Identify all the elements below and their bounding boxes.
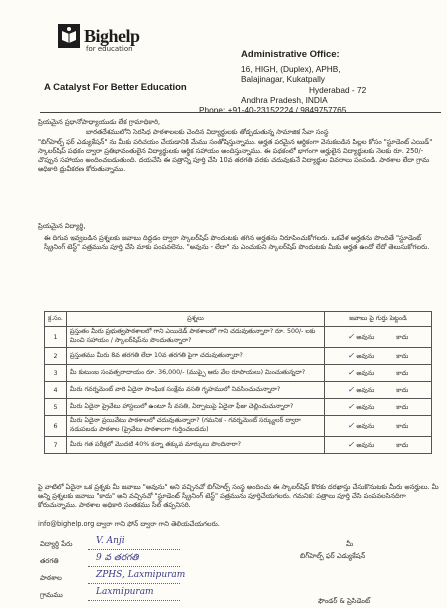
answer-no-label: కాదు [396,403,409,411]
answer-yes-option[interactable] [348,385,375,396]
checkmark-icon: ✓ [347,367,355,377]
answer-no-option[interactable] [396,442,408,451]
question-text: ప్రస్తుతం మీరు ప్రభుత్వపాఠశాలలో గాని ఎయిడెడ్ పాఠశాలలో గాని చదువుతున్నారా? రూ. 500/- లకు మించి సహాయం / స్కాలర్‌షిప్‌ను పొందుతున్నారా? [66,327,324,348]
answer-yes-option[interactable] [348,440,375,451]
col-answer-header: జవాబు పై గుర్తు పెట్టండి [325,312,432,327]
checkmark-icon: ✓ [347,420,355,430]
table-row [45,399,432,416]
address-line: Hyderabad - 72 [309,84,367,95]
answer-no-option[interactable] [396,423,408,432]
answer-no-option[interactable] [396,334,408,343]
question-text: మీ కుటుంబ సంవత్సరాదాయం రూ. 36,000/- (ముప్పై ఆరు వేల రూపాయలు) మించుతున్నదా? [66,365,324,382]
phone-line: Phone: +91-40-23152224 / 9849757765 [199,105,347,116]
answer-no-label: కాదు [396,333,409,341]
answer-cell[interactable] [325,437,432,454]
answer-yes-label: అవును [356,386,375,394]
answer-yes-label: అవును [356,352,375,360]
answer-no-option[interactable] [396,370,408,379]
checkmark-icon: ✓ [347,384,355,394]
school-label: పాఠశాల [40,574,62,582]
answer-no-label: కాదు [396,352,409,360]
answer-no-option[interactable] [396,404,408,413]
signature-org: బిగ్‌హెల్ప్ ఫర్ ఎడ్యుకేషన్ [300,552,366,560]
school-value: ZPHS, Laxmipuram [96,570,186,580]
question-number: 6 [45,416,67,437]
answer-yes-option[interactable] [348,402,375,413]
checkmark-icon: ✓ [347,401,355,411]
question-text: మీరు గవర్నమెంట్ వారి ఏదైనా సాంఘిక సంక్షేమ వసతి గృహములో నివసించుచున్నారా? [66,382,324,399]
address-line: Balajinagar, Kukatpally [241,74,325,85]
after-table-paragraph: పై వాటిలో ఏదైనా ఒక ప్రశ్నకు మీ జవాబు "అవును" అని వచ్చినచో బిగ్‌హెల్ప్ సంస్థ అందించు ఈ స్కాలర్‌షిప్ కొరకు దరఖాస్తు చేసుకొనుటకు మీరు అనర్హులు. మీ అన్ని ప్రశ్నలకు జవాబు "కాదు" అని వచ్చినచో "స్టూడెంట్ స్క్రీనింగ్ టెస్ట్" పత్రమును పూర్తిచేయగలరు. గమనిక: పత్రాలు పూర్తి చేసి పంపవలసినదిగా కోరుచున్నాము. పాఠశాల అధికారి సంతకము సీల్ తప్పనిసరి. [38,483,439,509]
village-label: గ్రామము [40,591,63,599]
contact-line: info@bighelp.org ద్వారా గాని ఫోన్ ద్వారా గాని తెలియచేయగలరు. [38,520,220,528]
question-number: 1 [45,327,67,348]
answer-yes-label: అవును [356,422,375,430]
answer-no-option[interactable] [396,353,408,362]
intro-paragraph: "బిగ్‌హెల్ప్ ఫర్ ఎడ్యుకేషన్" ను మీకు పరిచయం చేయడానికి మేము సంతోషిస్తున్నాము. అర్హత పరమైన ఆర్థికంగా వెనుకబడిన పిల్లల కోసం "స్టూడెంట్ ఎయిడ్" స్కాలర్‌షిప్ పథకం ద్వారా ప్రతిభావంతులైన విద్యార్థులకు ఆర్థిక సహాయం అందిస్తున్నాము. ఈ పథకంలో భాగంగా అర్హులైన విద్యార్థులకు నెలకు రూ. 250/- చొప్పున సహాయం అందించబడుతుంది. దయచేసి ఈ పత్రాన్ని పూర్తి చేసి 10వ తరగతి వరకు చదువుకునే విద్యార్థుల వివరాలు పంపండి. పాఠశాల లేదా గ్రామ అధికారి ధ్రువీకరణ కోరుతున్నాము. [38,138,433,173]
bighelp-logo-icon [58,24,80,48]
answer-cell[interactable] [325,416,432,437]
table-row [45,382,432,399]
answer-cell[interactable] [325,382,432,399]
brand-subtitle: for education [86,45,133,53]
col-question-header: ప్రశ్నలు [66,312,324,327]
letterhead-divider [40,112,441,113]
table-row [45,437,432,454]
col-num-header: క్ర.సం. [45,312,67,327]
answer-yes-option[interactable] [348,332,375,343]
answer-cell[interactable] [325,399,432,416]
table-row [45,327,432,348]
eligibility-paragraph: ఈ దిగువ ఇవ్వబడిన ప్రశ్నలకు జవాబు దిద్దడం ద్వారా స్కాలర్‌షిప్ పొందుటకు తగిన అర్హతను నిరూపించుకోగలరు. ఒకవేళ అర్హతను పొందితే "స్టూడెంట్ స్క్రీనింగ్ టెస్ట్" పత్రమును పూర్తి చేసి మాకు పంపవలెను. "అవును - లేదా" ను ఎంచుకుని స్కాలర్‌షిప్ పొందుటకు మీకు అర్హత ఉందో లేదో తెలుసుకోగలరు. [44,234,430,251]
question-number: 3 [45,365,67,382]
question-number: 7 [45,437,67,454]
school-underline [88,583,180,584]
answer-no-option[interactable] [396,387,408,396]
name-label: విద్యార్థి పేరు [40,540,73,548]
address-line: 16, HIGH, (Duplex), APHB, [241,64,341,75]
salutation-line-2: బారతదేశములోని సెరసిధ పాఠశాలలకు చెందిన విద్యార్థులకు తోడ్పడుతున్న సామాజిక సేవా సంస్థ [86,128,329,136]
answer-yes-label: అవును [356,403,375,411]
village-underline [88,600,180,601]
signature-title: ఫౌండర్ & ప్రెసిడెంట్ [318,597,371,605]
checkmark-icon: ✓ [347,331,355,341]
question-text: మీరు ఏదైనా ప్రైవేటు హాస్టలులో ఉంటూ సీ వసతి, ఏర్పాటుపై ఏదైనా ఫీజు చెల్లించుచున్నారా? [66,399,324,416]
address-line: Andhra Pradesh, INDIA [241,94,328,105]
admin-office-title: Administrative Office: [241,49,340,60]
brand-name: Bighelp [84,26,140,46]
tagline: A Catalyst For Better Education [44,82,187,93]
question-text: మీరు గత పరీక్షలో మొదటి 40% కన్నా తక్కువ మార్కులు పొందినారా? [66,437,324,454]
answer-yes-option[interactable] [348,368,375,379]
class-underline [88,566,180,567]
answer-cell[interactable] [325,365,432,382]
answer-yes-label: అవును [356,369,375,377]
checkmark-icon: ✓ [347,439,355,449]
answer-cell[interactable] [325,327,432,348]
table-row [45,348,432,365]
answer-yes-label: అవును [356,441,375,449]
answer-no-label: కాదు [396,422,409,430]
eligibility-table [44,311,432,454]
question-number: 2 [45,348,67,365]
question-text: మీరు ఏదైనా ప్రయివేటు పాఠశాలలో చదువుతున్నారా? (గమనిక - గవర్నమెంట్ సర్క్యులర్ ద్వారా నడుపబడు పాఠశాల (ప్రైవేటు పాఠశాలగా గుర్తించబడదు) [66,416,324,437]
table-header-row [45,312,432,327]
answer-yes-option[interactable] [348,351,375,362]
answer-no-label: కాదు [396,441,409,449]
name-value: V. Anji [96,536,125,546]
class-label: తరగతి [40,557,59,565]
answer-cell[interactable] [325,348,432,365]
admin-office-block [199,49,437,116]
class-value: 9 వ తరగతి [96,553,139,563]
dear-student: ప్రియమైన విద్యార్థి, [38,222,86,230]
question-number: 5 [45,399,67,416]
table-row [45,416,432,437]
answer-yes-label: అవును [356,333,375,341]
checkmark-icon: ✓ [347,350,355,360]
village-value: Laxmipuram [96,587,154,597]
answer-no-label: కాదు [396,369,409,377]
signature-yours: మీ [346,540,354,548]
answer-yes-option[interactable] [348,421,375,432]
table-row [45,365,432,382]
name-underline [88,549,180,550]
salutation: ప్రియమైన ప్రధానోపాధ్యాయుడు లేక గ్రామాధికారి, [38,118,161,126]
question-number: 4 [45,382,67,399]
answer-no-label: కాదు [396,386,409,394]
question-text: ప్రస్తుతము మీరు 8వ తరగతి లేదా 10వ తరగతి పైగా చదువుతున్నారా? [66,348,324,365]
